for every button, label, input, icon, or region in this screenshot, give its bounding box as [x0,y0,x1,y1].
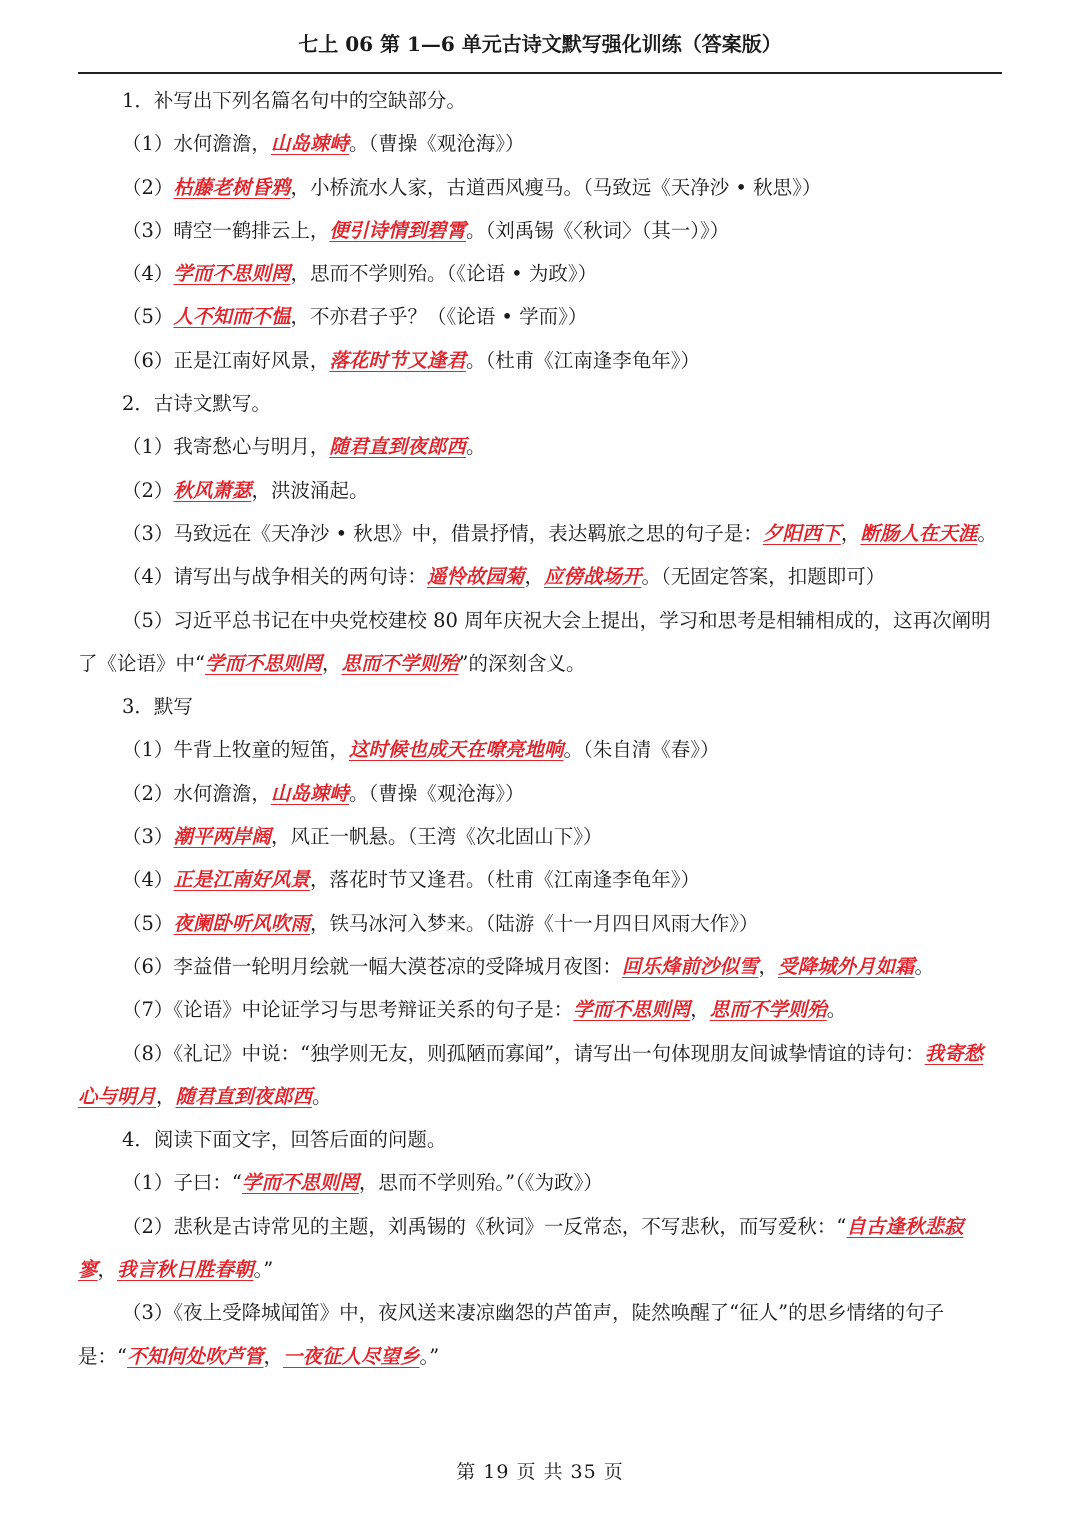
question-item: （1）牛背上牧童的短笛，这时候也成天在嘹亮地响。（朱自清《春》） [122,738,720,762]
question-heading: 3．默写 [122,695,193,719]
header-divider [78,72,1002,74]
document-body [78,79,1002,1378]
question-item: （3）《夜上受降城闻笛》中，夜风送来凄凉幽怨的芦笛声，陡然唤醒了“征人”的思乡情绪的句子是：“不知何处吹芦管，一夜征人尽望乡。” [78,1301,945,1368]
answer-text: 便引诗情到碧霄 [329,218,466,242]
question-item: （4）学而不思则罔，思而不学则殆。（《论语 • 为政》） [122,262,598,286]
answer-text: 学而不思则罔 [173,262,291,286]
answer-text: 夕阳西下 [762,521,841,545]
answer-text: 人不知而不愠 [173,305,291,329]
question-item: （5）习近平总书记在中央党校建校 80 周年庆祝大会上提出，学习和思考是相辅相成的，这再次阐明了《论语》中“学而不思则罔，思而不学则殆”的深刻含义。 [78,608,991,675]
answer-text: 回乐烽前沙似雪 [621,954,759,978]
answer-text: 学而不思则罔 [573,998,691,1022]
answer-text: 我言秋日胜春朝 [117,1258,254,1282]
answer-text: 学而不思则罔 [241,1171,359,1195]
answer-text: 山岛竦峙 [270,132,349,156]
question-item: （7）《论语》中论证学习与思考辩证关系的句子是：学而不思则罔，思而不学则殆。 [122,998,847,1022]
question-heading: 1．补写出下列名篇名句中的空缺部分。 [122,89,466,112]
page-footer: 第 19 页 共 35 页 [456,1461,624,1483]
question-item: （5）夜阑卧听风吹雨，铁马冰河入梦来。（陆游《十一月四日风雨大作》） [122,911,759,935]
answer-text: 一夜征人尽望乡 [283,1344,420,1368]
answer-text: 落花时节又逢君 [329,348,466,372]
answer-text: 这时候也成天在嘹亮地响 [348,738,564,762]
question-item: （2）枯藤老树昏鸦，小桥流水人家，古道西风瘦马。（马致远《天净沙 • 秋思》） [122,175,822,199]
answer-text: 随君直到夜郎西 [175,1084,313,1108]
question-heading: 2．古诗文默写。 [122,392,271,416]
question-item: （2）秋风萧瑟，洪波涌起。 [122,478,369,502]
question-item: （1）水何澹澹，山岛竦峙。（曹操《观沧海》） [122,132,525,156]
question-item: （3）潮平两岸阔，风正一帆悬。（王湾《次北固山下》） [122,825,603,849]
answer-text: 秋风萧瑟 [173,478,252,502]
question-heading: 4．阅读下面文字，回答后面的问题。 [122,1128,447,1152]
question-item: （2）悲秋是古诗常见的主题，刘禹锡的《秋词》一反常态，不写悲秋，而写爱秋：“自古逢秋悲寂寥，我言秋日胜春朝。” [78,1214,964,1282]
question-item: （5）人不知而不愠，不亦君子乎？（《论语 • 学而》） [122,305,588,329]
answer-text: 山岛竦峙 [270,781,349,805]
question-item: （4）正是江南好风景，落花时节又逢君。（杜甫《江南逢李龟年》） [122,868,700,892]
question-item: （4）请写出与战争相关的两句诗：遥怜故园菊，应傍战场开。（无固定答案，扣题即可） [122,565,886,589]
answer-text: 我寄愁心与明月 [78,1041,984,1108]
question-item: （3）晴空一鹤排云上，便引诗情到碧霄。（刘禹锡《〈秋词〉（其一）》） [122,218,730,242]
answer-text: 随君直到夜郎西 [329,435,466,459]
question-item: （2）水何澹澹，山岛竦峙。（曹操《观沧海》） [122,781,525,805]
answer-text: 学而不思则罔 [204,651,322,675]
answer-text: 断肠人在天涯 [860,521,978,545]
page-header: 七上 06 第 1—6 单元古诗文默写强化训练（答案版） [298,32,782,56]
answer-text: 思而不学则殆 [341,651,459,675]
answer-text: 应傍战场开 [543,565,642,589]
question-item: （6）李益借一轮明月绘就一幅大漠苍凉的受降城月夜图：回乐烽前沙似雪，受降城外月如霜。 [122,954,934,978]
answer-text: 枯藤老树昏鸦 [173,175,291,199]
question-item: （3）马致远在《天净沙 • 秋思》中，借景抒情，表达羁旅之思的句子是：夕阳西下，断肠人在天涯。 [122,521,997,545]
answer-text: 潮平两岸阔 [173,825,271,849]
answer-text: 遥怜故园菊 [426,565,525,589]
answer-text: 自古逢秋悲寂寥 [78,1214,964,1282]
question-item: （6）正是江南好风景，落花时节又逢君。（杜甫《江南逢李龟年》） [122,348,700,372]
question-item: （1）我寄愁心与明月，随君直到夜郎西。 [122,435,486,459]
question-item: （1）子曰：“学而不思则罔，思而不学则殆。”（《为政》） [122,1171,603,1195]
answer-text: 夜阑卧听风吹雨 [173,911,310,935]
answer-text: 正是江南好风景 [173,868,310,892]
question-item: （8）《礼记》中说：“独学则无友，则孤陋而寡闻”，请写出一句体现朋友间诚挚情谊的诗句：我寄愁心与明月，随君直到夜郎西。 [78,1041,984,1108]
answer-text: 不知何处吹芦管 [126,1344,264,1368]
answer-text: 受降城外月如霜 [777,954,915,978]
answer-text: 思而不学则殆 [709,998,827,1022]
